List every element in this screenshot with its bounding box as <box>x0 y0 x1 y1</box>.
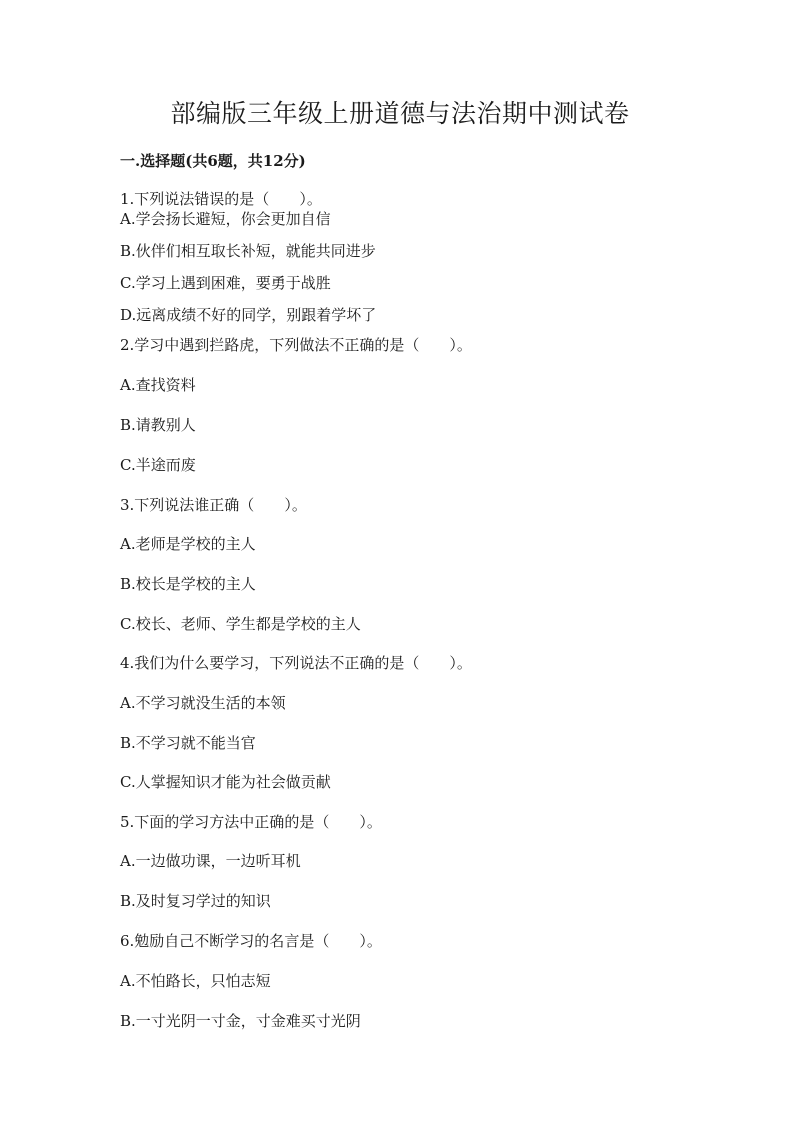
question-4-option-c: C.人掌握知识才能为社会做贡献 <box>120 773 331 791</box>
question-1-option-a: A.学会扬长避短，你会更加自信 <box>120 210 331 228</box>
question-4-option-b: B.不学习就不能当官 <box>120 734 256 752</box>
question-4: 4.我们为什么要学习，下列说法不正确的是（ ）。 <box>120 654 472 672</box>
question-5-option-a: A.一边做功课，一边听耳机 <box>120 852 301 870</box>
question-6-option-b: B.一寸光阴一寸金，寸金难买寸光阴 <box>120 1012 361 1030</box>
question-6-option-a: A.不怕路长，只怕志短 <box>120 972 271 990</box>
question-1: 1.下列说法错误的是（ ）。 <box>120 190 322 208</box>
question-5-option-b: B.及时复习学过的知识 <box>120 892 271 910</box>
page-title: 部编版三年级上册道德与法治期中测试卷 <box>170 99 630 128</box>
question-1-option-b: B.伙伴们相互取长补短，就能共同进步 <box>120 242 376 260</box>
question-6: 6.勉励自己不断学习的名言是（ ）。 <box>120 932 382 950</box>
question-3-option-c: C.校长、老师、学生都是学校的主人 <box>120 615 361 633</box>
question-3: 3.下列说法谁正确（ ）。 <box>120 496 307 514</box>
section-heading: 一.选择题(共6题，共12分) <box>120 152 306 170</box>
question-5: 5.下面的学习方法中正确的是（ ）。 <box>120 813 382 831</box>
question-1-option-d: D.远离成绩不好的同学，别跟着学坏了 <box>120 306 377 324</box>
question-3-option-b: B.校长是学校的主人 <box>120 575 256 593</box>
question-2-option-c: C.半途而废 <box>120 456 196 474</box>
question-2: 2.学习中遇到拦路虎，下列做法不正确的是（ ）。 <box>120 336 472 354</box>
question-1-option-c: C.学习上遇到困难，要勇于战胜 <box>120 274 331 292</box>
question-4-option-a: A.不学习就没生活的本领 <box>120 694 286 712</box>
question-2-option-a: A.查找资料 <box>120 376 196 394</box>
question-3-option-a: A.老师是学校的主人 <box>120 535 256 553</box>
question-2-option-b: B.请教别人 <box>120 416 196 434</box>
